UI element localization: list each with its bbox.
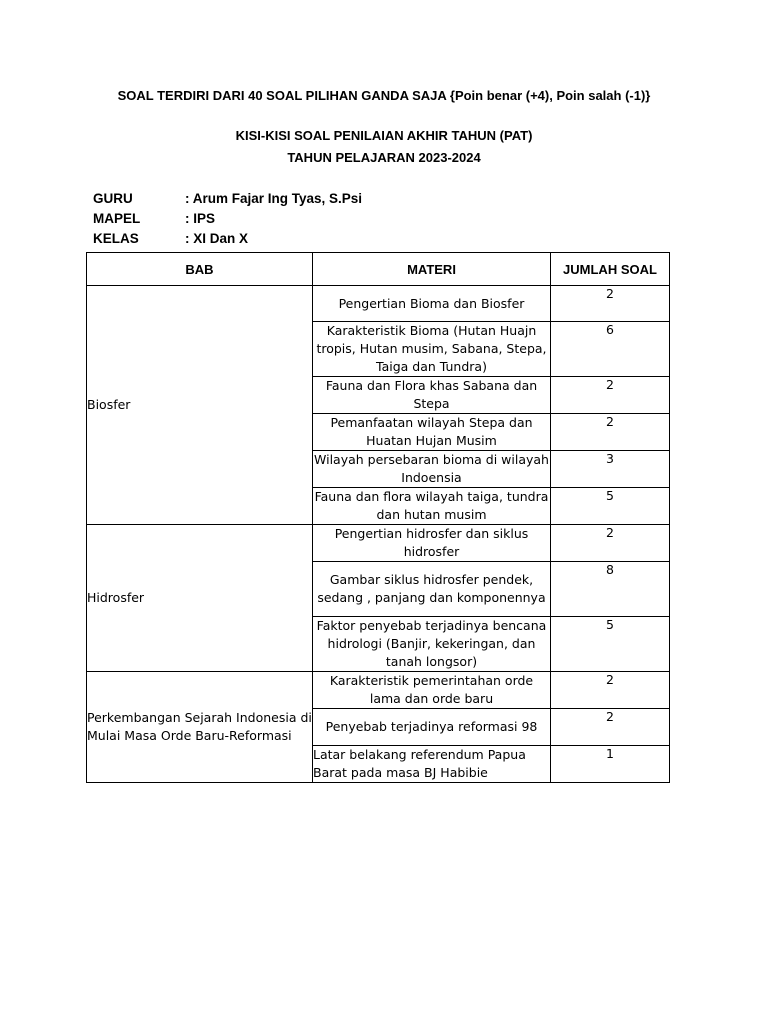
jumlah-cell: 3 xyxy=(551,451,670,488)
jumlah-cell: 2 xyxy=(551,672,670,709)
materi-cell: Karakteristik Bioma (Hutan Huajn tropis, Hutan musim, Sabana, Stepa, Taiga dan Tundra) xyxy=(313,322,551,377)
materi-cell: Faktor penyebab terjadinya bencana hidrologi (Banjir, kekeringan, dan tanah longsor) xyxy=(313,617,551,672)
jumlah-cell: 2 xyxy=(551,377,670,414)
exam-note: SOAL TERDIRI DARI 40 SOAL PILIHAN GANDA SAJA {Poin benar (+4), Poin salah (-1)} xyxy=(117,88,651,103)
table-row xyxy=(87,525,670,562)
header-jumlah-soal: JUMLAH SOAL xyxy=(551,253,670,286)
materi-cell: Pengertian hidrosfer dan siklus hidrosfer xyxy=(313,525,551,562)
materi-cell: Pengertian Bioma dan Biosfer xyxy=(313,286,551,322)
materi-cell: Karakteristik pemerintahan orde lama dan orde baru xyxy=(313,672,551,709)
bab-hidrosfer: Hidrosfer xyxy=(87,525,313,672)
header-materi: MATERI xyxy=(313,253,551,286)
kisi-kisi-table xyxy=(86,252,670,783)
bab-biosfer: Biosfer xyxy=(87,286,313,525)
materi-cell: Fauna dan Flora khas Sabana dan Stepa xyxy=(313,377,551,414)
table-row xyxy=(87,672,670,709)
materi-cell: Gambar siklus hidrosfer pendek, sedang , panjang dan komponennya xyxy=(313,562,551,617)
materi-cell: Pemanfaatan wilayah Stepa dan Huatan Hujan Musim xyxy=(313,414,551,451)
guru-line xyxy=(93,191,362,206)
academic-year: TAHUN PELAJARAN 2023-2024 xyxy=(287,150,481,165)
jumlah-cell: 5 xyxy=(551,488,670,525)
jumlah-cell: 2 xyxy=(551,286,670,322)
document-title: KISI-KISI SOAL PENILAIAN AKHIR TAHUN (PAT) xyxy=(235,128,533,143)
kelas-label: KELAS xyxy=(93,231,139,246)
mapel-label: MAPEL xyxy=(93,211,141,226)
jumlah-cell: 2 xyxy=(551,525,670,562)
mapel-value: : IPS xyxy=(185,211,216,226)
kelas-value: : XI Dan X xyxy=(185,231,249,246)
jumlah-cell: 8 xyxy=(551,562,670,617)
jumlah-cell: 6 xyxy=(551,322,670,377)
guru-label: GURU xyxy=(93,191,133,206)
kelas-line xyxy=(93,231,248,246)
table-header-row xyxy=(87,253,670,286)
jumlah-cell: 5 xyxy=(551,617,670,672)
table-row xyxy=(87,286,670,322)
guru-value: : Arum Fajar Ing Tyas, S.Psi xyxy=(185,191,363,206)
materi-cell: Fauna dan flora wilayah taiga, tundra dan hutan musim xyxy=(313,488,551,525)
materi-cell: Latar belakang referendum Papua Barat pada masa BJ Habibie xyxy=(313,746,551,783)
materi-cell: Penyebab terjadinya reformasi 98 xyxy=(313,709,551,746)
jumlah-cell: 1 xyxy=(551,746,670,783)
jumlah-cell: 2 xyxy=(551,709,670,746)
materi-cell: Wilayah persebaran bioma di wilayah Indoensia xyxy=(313,451,551,488)
mapel-line xyxy=(93,211,215,226)
header-bab: BAB xyxy=(87,253,313,286)
bab-sejarah: Perkembangan Sejarah Indonesia di Mulai Masa Orde Baru-Reformasi xyxy=(87,672,313,783)
jumlah-cell: 2 xyxy=(551,414,670,451)
